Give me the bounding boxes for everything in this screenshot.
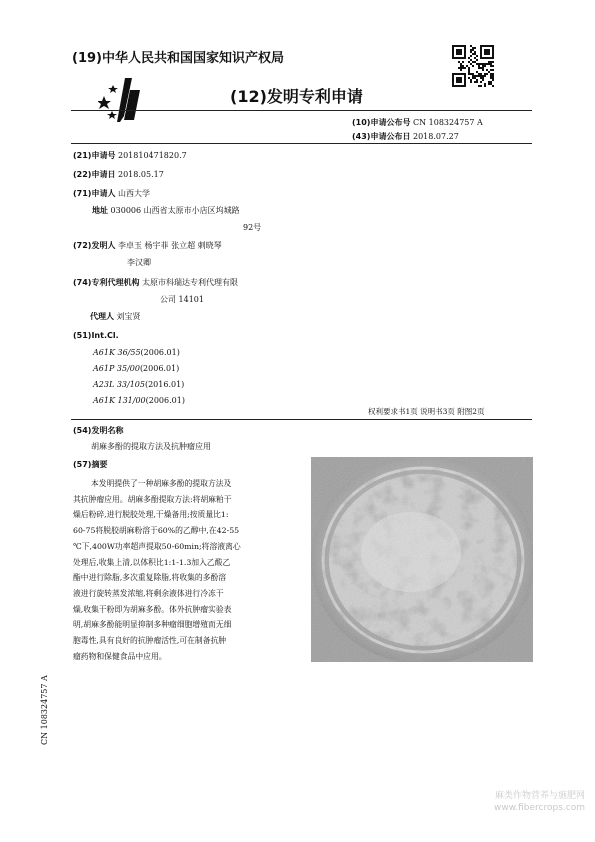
application-date: (22)申请日 2018.05.17 [73,170,164,179]
invention-title-heading: (54)发明名称 [73,426,124,435]
ipc-code: A61K 131/00(2006.01) [93,396,185,405]
abstract-line: 胞毒性,具有良好的抗肿瘤活性,可在制备抗肿 [73,636,227,646]
abstract-figure-photo [311,457,533,662]
page-count-summary: 权利要求书1页 说明书3页 附图2页 [368,407,485,416]
abstract-line: 燥,收集干粉即为胡麻多酚。体外抗肿瘤实验表 [73,604,232,614]
applicant: (71)申请人 山西大学 [73,189,150,198]
ipc-code: A23L 33/105(2016.01) [93,380,185,389]
publication-date: (43)申请公布日 2018.07.27 [352,132,459,141]
abstract-line: 液进行旋转蒸发浓缩,将剩余液体进行冷冻干 [73,588,224,598]
side-publication-number: CN 108324757 A [40,675,49,745]
patent-agency-line-2: 公司 14101 [160,295,204,304]
int-cl-heading: (51)Int.Cl. [73,331,119,340]
abstract-heading: (57)摘要 [73,460,108,469]
application-number: (21)申请号 201810471820.7 [73,151,187,160]
abstract-line: 瘤药物和保健食品中应用。 [73,651,167,661]
abstract-line: 其抗肿瘤应用。胡麻多酚提取方法:将胡麻粕干 [73,494,232,504]
abstract-line: 处理后,收集上清,以体积比1:1-1.3加入乙酸乙 [73,557,231,567]
ipc-code: A61P 35/00(2006.01) [93,364,180,373]
section-rule [71,419,532,420]
qr-code-icon [452,45,494,87]
patent-agency: (74)专利代理机构 太原市科瑞达专利代理有限 [73,278,238,287]
cnipa-logo-icon [98,76,148,126]
inventors: (72)发明人 李卓玉 杨宇菲 张立超 刺晓琴 [73,241,222,250]
document-kind: (12)发明专利申请 [230,87,363,106]
abstract-line: ℃下,400W功率超声提取50-60min;将溶液离心 [73,541,241,551]
address-line-2: 92号 [243,223,262,232]
abstract-line: 60-75将脱胶胡麻粉溶于60%的乙醇中,在42-55 [73,526,240,536]
abstract-line: 本发明提供了一种胡麻多酚的提取方法及 [91,479,232,488]
inventors-line-2: 李汉卿 [127,258,151,267]
abstract-text [73,476,291,664]
site-watermark: 麻类作物营养与施肥网 www.fibercrops.com [494,791,585,813]
ipc-code: A61K 36/55(2006.01) [93,348,180,357]
office-name: (19)中华人民共和国国家知识产权局 [72,51,284,66]
publication-number: (10)申请公布号 CN 108324757 A [352,118,483,127]
header-rule-lower [71,143,532,144]
abstract-line: 酯中进行除脂,多次重复除脂,将收集的多酚溶 [73,573,227,583]
header-rule [71,110,532,111]
invention-title: 胡麻多酚的提取方法及抗肿瘤应用 [91,442,211,451]
patent-agent: 代理人 刘宝贤 [90,312,141,321]
abstract-line: 燥后粉碎,进行脱胶处理,干燥备用;按质量比1: [73,510,229,520]
address: 地址 030006 山西省太原市小店区坞城路 [92,206,240,215]
abstract-line: 明,胡麻多酚能明显抑制多种瘤细胞增殖而无细 [73,620,232,630]
